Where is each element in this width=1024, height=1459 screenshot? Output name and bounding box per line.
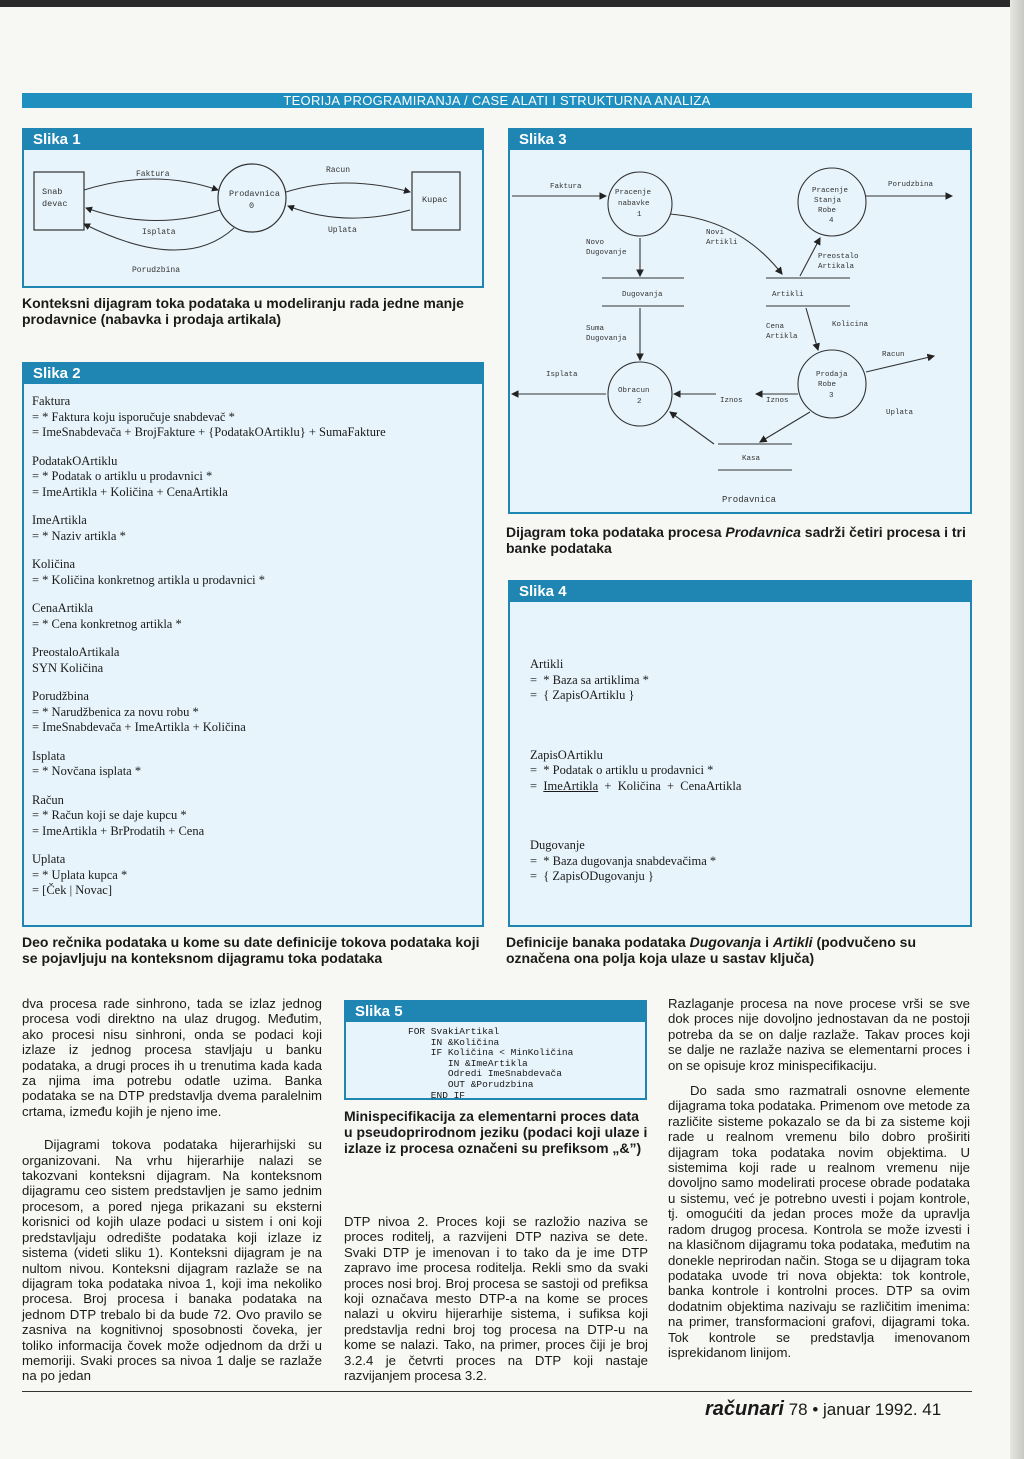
caption-text-end: (podvučeno su označena ona polja koja ulaze u sastav ključa) — [506, 934, 917, 966]
figure-2 — [22, 362, 484, 927]
entry-definition: = * Podatak o artiklu u prodavnici * — [32, 469, 213, 483]
flow-novi-artikli-2: Artikli — [706, 239, 738, 247]
p3-label-1: Prodaja — [816, 371, 848, 379]
figure-1-caption: Konteksni dijagram toka podataka u modeliranju rada jedne manje prodavnice (nabavka i prodaja artikala) — [22, 295, 464, 327]
flow-racun: Racun — [882, 351, 905, 359]
store-process-label: Prodavnica — [229, 189, 281, 199]
entry-term: CenaArtikla — [32, 601, 94, 615]
flow-porudzbina: Porudzbina — [132, 266, 181, 275]
entry-term: ImeArtikla — [32, 513, 87, 527]
diagram-name: Prodavnica — [722, 495, 777, 505]
caption-italic-2: Artikli — [772, 934, 813, 950]
magazine-logo: računari — [705, 1398, 784, 1420]
customer-label: Kupac — [422, 195, 448, 205]
flow-isplata: Isplata — [546, 371, 578, 379]
column-3 — [668, 996, 970, 1374]
supplier-label-2: devac — [42, 199, 68, 209]
flow-iznos-2: Iznos — [766, 397, 789, 405]
figure-1 — [22, 128, 484, 288]
caption-italic: Prodavnica — [725, 524, 801, 540]
dictionary-entry — [32, 852, 386, 899]
flow-iznos-1: Iznos — [720, 397, 743, 405]
issue-date: januar 1992. — [823, 1400, 918, 1419]
top-scan-strip — [0, 0, 1024, 7]
dictionary-entry — [32, 513, 386, 544]
entry-term: Isplata — [32, 748, 66, 763]
page-footer — [705, 1398, 941, 1421]
entry-term: Količina — [32, 557, 76, 571]
figure-5-caption: Minispecifikacija za elementarni proces data u pseudoprirodnom jeziku (podaci koji ulaze i izlaze iz procesa označeni su prefiksom „&”) — [344, 1108, 648, 1156]
figure-5 — [344, 1000, 647, 1100]
entry-definition: = * Narudžbenica za novu robu * — [32, 704, 199, 719]
paragraph: DTP nivoa 2. Proces koji se razložio naziva se proces roditelj, a razvijeni DTP naziva se dete. Svaki DTP je imenovan i to tako da je ime DTP zapravo ime procesa roditelja. Rekli smo da svaki proces nosi broj. Broj procesa se sastoji od prefiksa koji označava mesto DTP-a na kome se proces nalazi u okviru hijerarhije sistema, i sufiksa koji predstavlja redni broj tog procesa na DTP-u na kome se nalazi. Tako, na primer, proces čiji je broj 3.2.4 je četvrti proces na DTP koji nastaje razvijanjem procesa 3.2. — [344, 1214, 648, 1384]
entry-term: Račun — [32, 792, 64, 807]
flow-suma-dug-1: Suma — [586, 325, 605, 333]
figure-3-title: Slika 3 — [510, 130, 970, 150]
p2-number: 2 — [637, 398, 642, 406]
dictionary-entry — [32, 454, 386, 501]
p1-number: 1 — [637, 211, 642, 219]
figure-2-title: Slika 2 — [24, 364, 482, 384]
flow-uplata: Uplata — [328, 226, 357, 235]
column-1 — [22, 996, 322, 1398]
pseudocode: FOR SvakiArtikal IN &Količina IF Količina < MinKoličina IN &ImeArtikla Odredi ImeSnabdevača OUT &Porudzbina END IF — [408, 1026, 574, 1100]
flow-cena-2: Artikla — [766, 333, 798, 341]
flow-preostalo-2: Artikala — [818, 263, 855, 271]
flow-novo-dugovanje-2: Dugovanje — [586, 249, 627, 257]
paragraph: Razlaganje procesa na nove procese vrši se sve dok proces nije dovoljno jednostavan da ne postoji potreba da se on dalje razlaže. Takav proces koji se dalje ne razlaže naziva se elementarni proces i on se opisuje kroz minispecifikaciju. — [668, 996, 970, 1073]
caption-text: Definicije banaka podataka — [506, 934, 690, 950]
p3-label-2: Robe — [818, 381, 837, 389]
footer-rule — [22, 1391, 972, 1392]
entry-term: PodatakOArtiklu — [32, 453, 118, 468]
dictionary-entry — [32, 793, 386, 840]
section-header: TEORIJA PROGRAMIRANJA / CASE ALATI I STRUKTURNA ANALIZA — [22, 93, 972, 108]
entry-definition: = ImeSnabdevača + ImeArtikla + Količina — [32, 720, 246, 734]
flow-faktura: Faktura — [550, 183, 582, 191]
figure-4-title: Slika 4 — [510, 582, 970, 602]
issue-number: 78 — [788, 1400, 808, 1419]
caption-mid: i — [761, 934, 773, 950]
entry-definition: SYN Količina — [32, 660, 104, 675]
p1-label-1: Pracenje — [615, 189, 652, 197]
p2-label: Obracun — [618, 387, 650, 395]
flow-porudzbina: Porudzbina — [888, 181, 934, 189]
store-process-number: 0 — [249, 201, 255, 211]
data-store-definitions: Artikli = * Baza sa artiklima * = { ZapisOArtiklu } ZapisOArtiklu = * Podatak o artiklu u prodavnici * = ImeArtikla + Količina + CenaArtikla Dugovanje = * Baza dugovanja snabdevačima * = { ZapisODugovanju } — [530, 657, 742, 883]
p4-label-2: Stanja — [814, 197, 842, 205]
page-number: 41 — [922, 1400, 942, 1419]
entry-definition: = * Faktura koju isporučuje snabdevač * — [32, 409, 235, 424]
dictionary-entry — [32, 557, 386, 588]
dictionary-entry — [32, 601, 386, 632]
figure-5-title: Slika 5 — [346, 1002, 645, 1022]
entry-definition: = * Naziv artikla * — [32, 528, 126, 543]
store-artikli: Artikli — [772, 291, 804, 299]
supplier-label: Snab — [42, 187, 63, 197]
p4-label-3: Robe — [818, 207, 837, 215]
dictionary-entry — [32, 749, 386, 780]
paragraph: Do sada smo razmatrali osnovne elemente dijagrama toka podataka. Primenom ove metode za različite sisteme pokazalo se da bi za sisteme koji rade u realnom vremenu bilo dobro proširiti dijagram toka podataka novim objektima. U sistemima koji rade u realnom vremenu nije dovoljno samo modelirati procese obrade podataka u sistemu, već je potrebno uvesti i pojam kontrole, tj. omogućiti da jedan proces može da upravlja radom drugog procesa. Kontrola se može izvesti i na klasičnom dijagramu toka podataka, međutim na donekle neprirodan način. Stoga se u dijagram toka podataka uvode tri nova objekta: tok kontrole, banka kontrole i kontrolni proces. DTP sa ovim dodatnim objektima nazivaju se različitim imenima: na primer, transformacioni grafovi, dijagrami toka. Tok kontrole se predstavlja imenovanom isprekidanom linijom. — [668, 1083, 971, 1360]
figure-3-caption — [506, 524, 972, 556]
footer-bullet: • — [812, 1400, 819, 1419]
flow-suma-dug-2: Dugovanja — [586, 335, 627, 343]
store-kasa: Kasa — [742, 455, 761, 463]
dictionary-entry — [32, 394, 386, 441]
flow-uplata: Uplata — [886, 409, 914, 417]
flow-faktura: Faktura — [136, 170, 170, 179]
flow-preostalo-1: Preostalo — [818, 253, 859, 261]
caption-text: Dijagram toka podataka procesa — [506, 524, 726, 540]
page-edge — [1010, 0, 1024, 1459]
figure-1-title: Slika 1 — [24, 130, 482, 150]
p3-number: 3 — [829, 392, 834, 400]
flow-novo-dugovanje-1: Novo — [586, 239, 605, 247]
caption-italic-1: Dugovanja — [689, 934, 762, 950]
entry-definition: = * Količina konkretnog artikla u prodavnici * — [32, 572, 266, 587]
entry-term: Uplata — [32, 852, 66, 866]
entry-definition: = ImeArtikla + BrProdatih + Cena — [32, 823, 205, 838]
flow-novi-artikli-1: Novi — [706, 229, 725, 237]
entry-term: Porudžbina — [32, 689, 89, 703]
entry-definition: = * Cena konkretnog artikla * — [32, 616, 182, 631]
entry-definition: = * Uplata kupca * — [32, 867, 128, 882]
dfd-level1-diagram — [510, 150, 970, 512]
column-2 — [344, 1214, 648, 1397]
store-dugovanja: Dugovanja — [622, 291, 663, 299]
paragraph: dva procesa rade sinhrono, tada se izlaz jednog procesa vodi direktno na ulaz drugog. Međutim, ako procesi nisu sinhroni, onda se podaci koji izlaze iz jednog procesa stavljaju u banku podataka, a drugi proces ih u trenutima kada kada za njima ima potrebu odatle uzima. Banka podataka se na DTP predstavlja dvema paralelnim crtama, između kojih je njeno ime. — [22, 996, 322, 1119]
dictionary-entry — [32, 689, 386, 736]
p1-label-2: nabavke — [618, 200, 650, 208]
entry-definition: = ImeArtikla + Količina + CenaArtikla — [32, 484, 228, 499]
caption-text-end: sadrži četiri procesa i tri banke podataka — [506, 524, 966, 556]
figure-2-caption: Deo rečnika podataka u kome su date definicije tokova podataka koji se pojavljuju na konteksnom dijagramu toka podataka — [22, 934, 480, 966]
flow-kolicina: Kolicina — [832, 321, 869, 329]
flow-cena-1: Cena — [766, 323, 785, 331]
dictionary-entry — [32, 645, 386, 676]
entry-definition: = * Novčana isplata * — [32, 764, 142, 778]
figure-4-caption — [506, 934, 972, 966]
entry-definition: = * Račun koji se daje kupcu * — [32, 808, 187, 822]
data-dictionary — [32, 394, 386, 912]
entry-term: Faktura — [32, 394, 71, 408]
entry-term: PreostaloArtikala — [32, 645, 120, 659]
figure-4 — [508, 580, 972, 927]
paragraph: Dijagrami tokova podataka hijerarhijski su organizovani. Na vrhu hijerarhije nalazi se takozvani konteksni dijagram. Na konteksnom dijagramu ceo sistem predstavljen je samo jednim procesom, a pored njega prikazani su eksterni korisnici od kojih ulaze podaci u sistem i oni koji predstavljaju odredište podataka koji izlaze iz sistema (videti sliku 1). Konteksni dijagram je na nultom nivou. Konteksni dijagram razlaže se na dijagram toka podataka nivoa 1, koji ima nekoliko procesa. Broj procesa i banaka podataka na jednom DTP trebalo bi da bude 72. Ovo pravilo se zasniva na kognitivnoj sposobnosti čoveka, jer toliko informacija čovek može odjednom da drži u memoriji. Svaki proces sa nivoa 1 dalje se razlaže na po jedan — [22, 1137, 322, 1384]
p4-label-1: Pracenje — [812, 187, 849, 195]
figure-3 — [508, 128, 972, 514]
entry-definition: = ImeSnabdevača + BrojFakture + {PodatakOArtiklu} + SumaFakture — [32, 425, 386, 439]
p4-number: 4 — [829, 217, 834, 225]
flow-isplata: Isplata — [142, 228, 176, 237]
flow-racun: Racun — [326, 166, 351, 175]
entry-definition: = [Ček | Novac] — [32, 883, 113, 897]
context-diagram — [24, 150, 482, 286]
